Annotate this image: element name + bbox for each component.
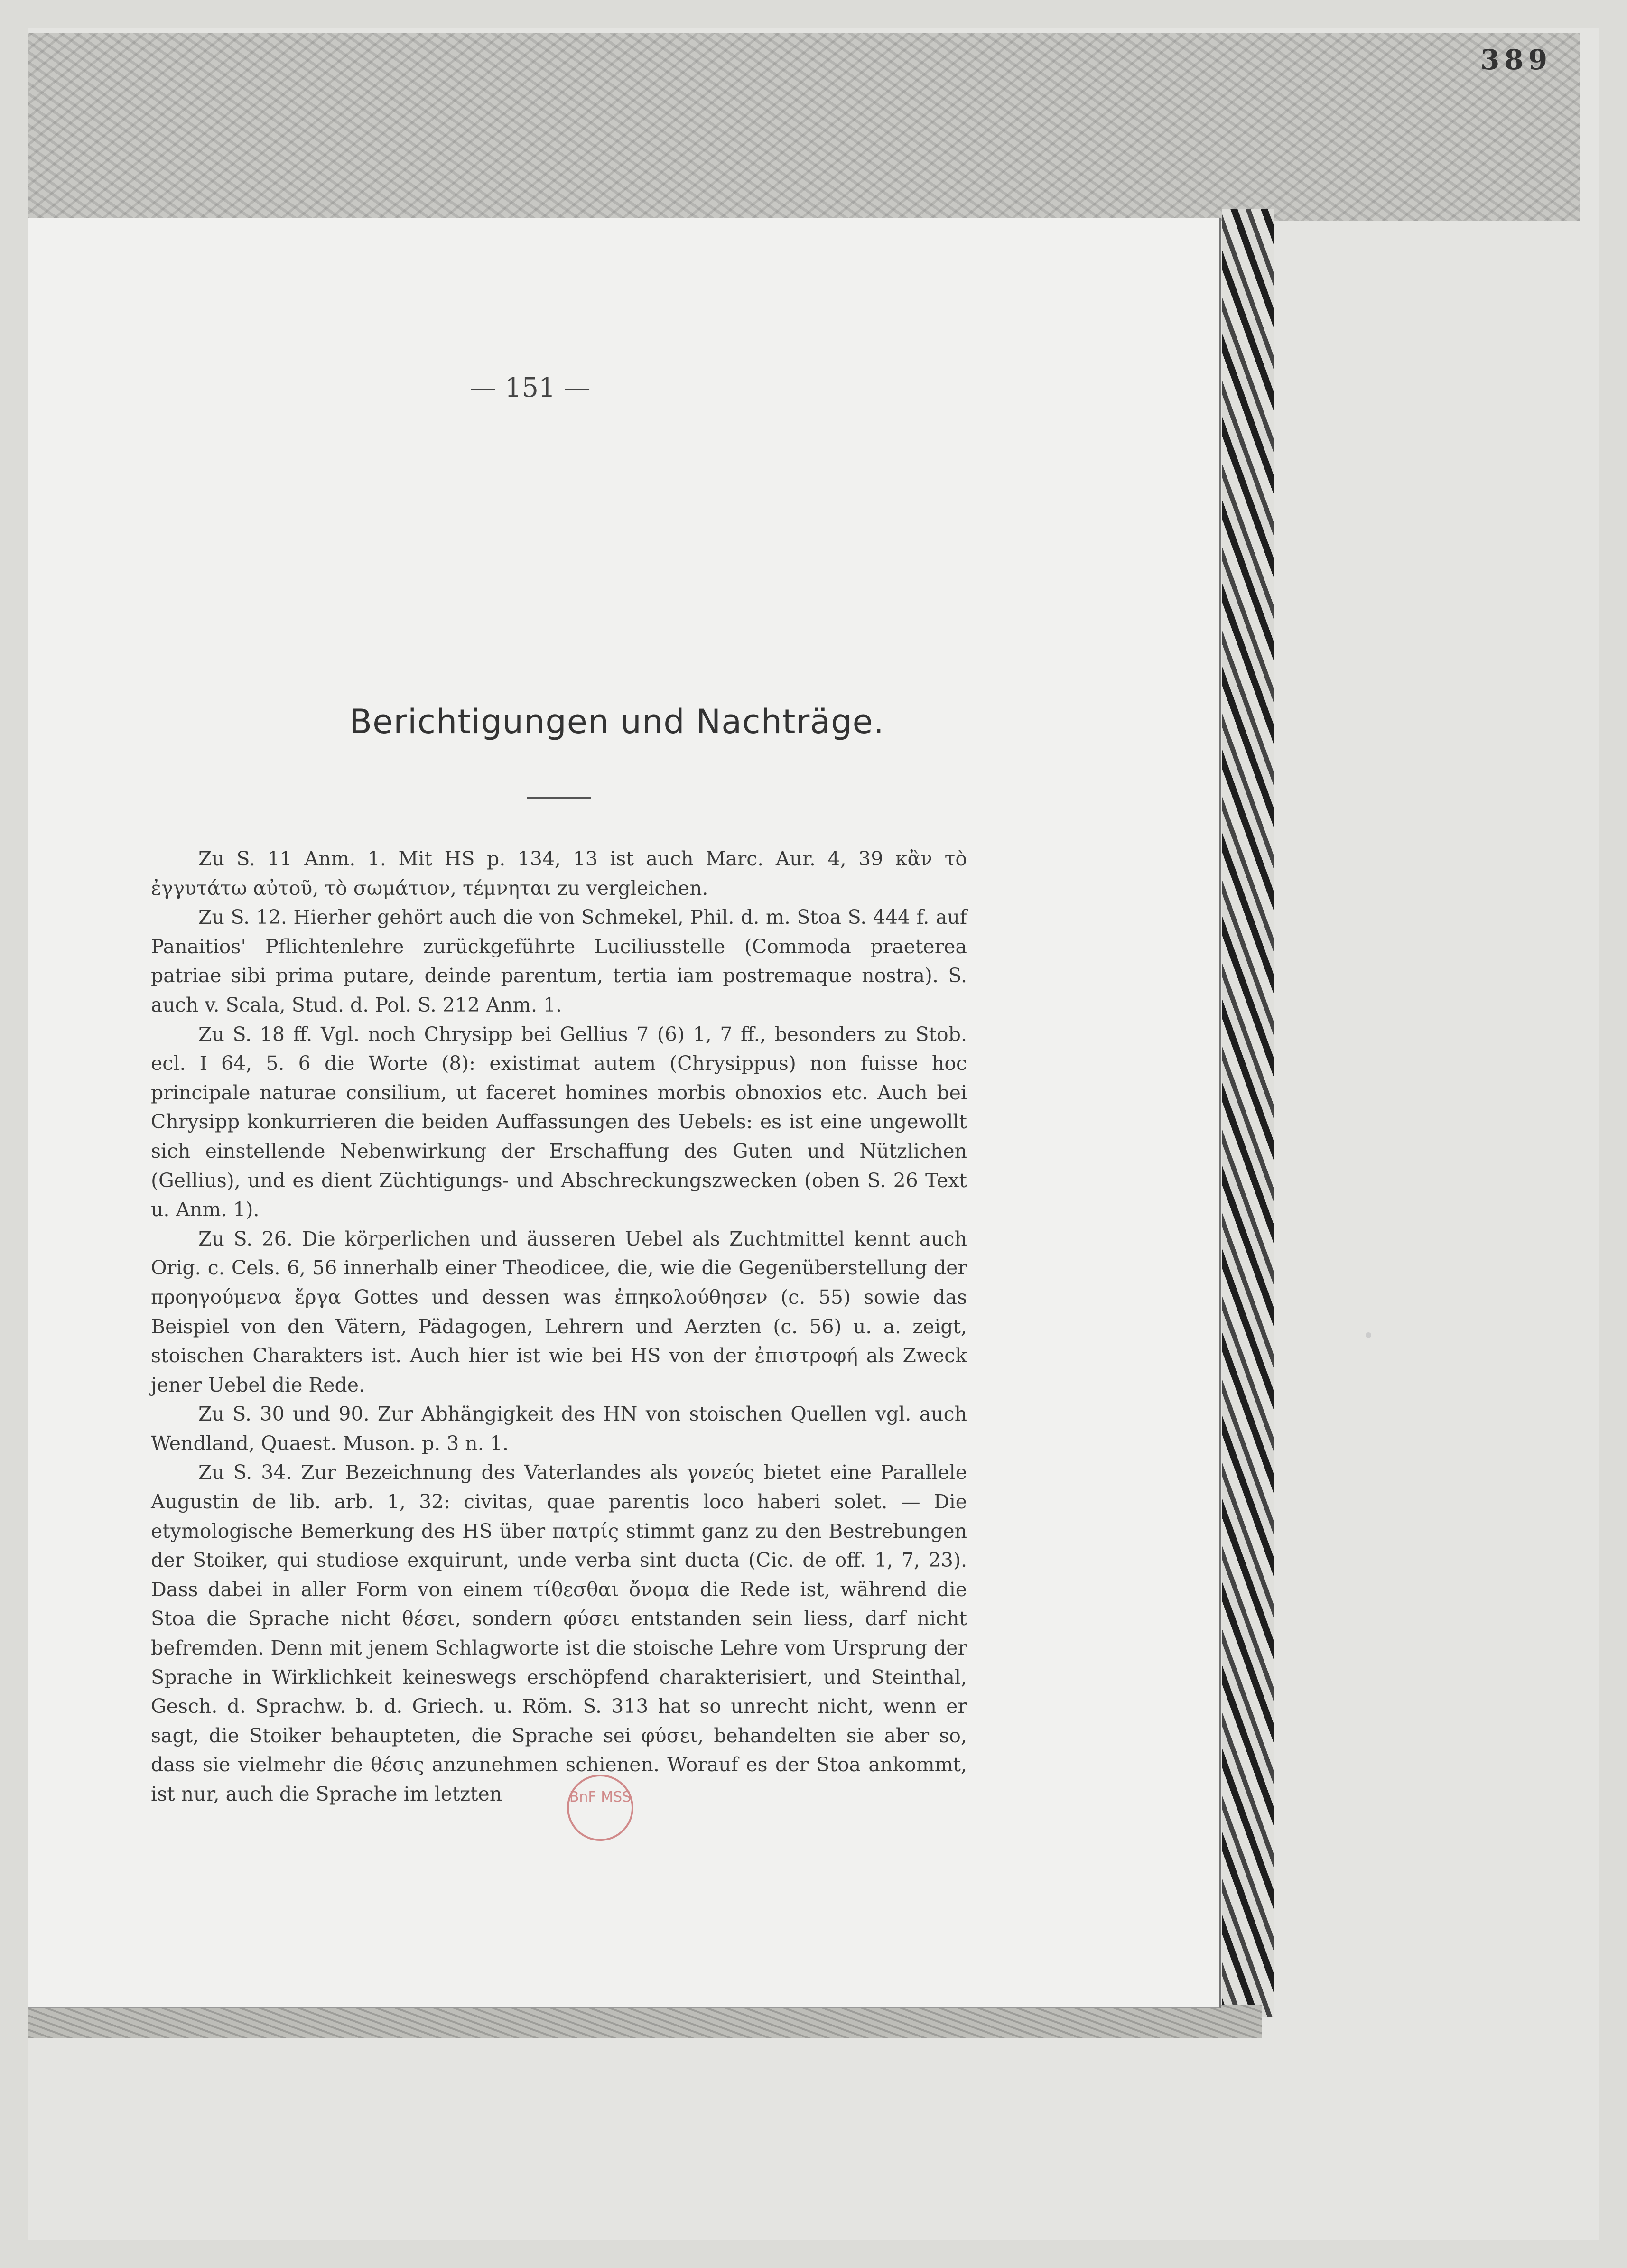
- folio-number: 389: [1480, 44, 1553, 76]
- decorative-top-band: [28, 33, 1580, 221]
- paragraph: Zu S. 18 ff. Vgl. noch Chrysipp bei Gellius 7 (6) 1, 7 ff., besonders zu Stob. ecl. I 64, 5. 6 die Worte (8): existimat autem (Chrysippus) non fuisse hoc principale naturae consilium, ut faceret homines morbis obnoxios etc. Auch bei Chrysipp konkurrieren die beiden Auffassungen des Uebels: es ist eine ungewollt sich einstellende Nebenwirkung der Erschaffung des Guten und Nützlichen (Gellius), und es dient Züchtigungs- und Abschreckungszwecken (oben S. 26 Text u. Anm. 1).: [151, 1022, 967, 1221]
- paragraph: Zu S. 34. Zur Bezeichnung des Vaterlandes als γονεύς bietet eine Parallele Augustin de lib. arb. 1, 32: civitas, quae parentis loco haberi solet. — Die etymologische Bemerkung des HS über πατρίς stimmt ganz zu den Bestrebungen der Stoiker, qui studiose exquirunt, unde verba sint ducta (Cic. de off. 1, 7, 23). Dass dabei in aller Form von einem τίθεσθαι ὄνομα die Rede ist, während die Stoa die Sprache nicht θέσει, sondern φύσει entstanden sein liess, darf nicht befremden. Denn mit jenem Schlagworte ist die stoische Lehre vom Ursprung der Sprache in Wirklichkeit keineswegs erschöpfend charakterisiert, und Steinthal, Gesch. d. Sprachw. b. d. Griech. u. Röm. S. 313 hat so unrecht nicht, wenn er sagt, die Stoiker behaupteten, die Sprache sei φύσει, behandelten sie aber so, dass sie vielmehr die θέσις anzunehmen schienen. Worauf es der Stoa ankommt, ist nur, auch die Sprache im letzten: [151, 1461, 967, 1805]
- decorative-right-border: [1222, 209, 1274, 2017]
- library-stamp: BnF MSS: [567, 1775, 633, 1841]
- decorative-bottom-band: [28, 2005, 1262, 2038]
- paragraph: Zu S. 30 und 90. Zur Abhängigkeit des HN von stoischen Quellen vgl. auch Wendland, Quaest. Muson. p. 3 n. 1.: [151, 1403, 967, 1455]
- heading-rule: [527, 797, 591, 799]
- page-heading: Berichtigungen und Nachträge.: [349, 702, 884, 741]
- body-text: [151, 845, 967, 1809]
- page-number: — 151 —: [470, 372, 591, 403]
- paragraph: Zu S. 12. Hierher gehört auch die von Schmekel, Phil. d. m. Stoa S. 444 f. auf Panaitios' Pflichtenlehre zurückgeführte Luciliusstelle (Commoda praeterea patriae sibi prima putare, deinde parentum, tertia iam postremaque nostra). S. auch v. Scala, Stud. d. Pol. S. 212 Anm. 1.: [151, 906, 967, 1016]
- paragraph: Zu S. 26. Die körperlichen und äusseren Uebel als Zuchtmittel kennt auch Orig. c. Cels. 6, 56 innerhalb einer Theodicee, die, wie die Gegenüberstellung der προηγούμενα ἔργα Gottes und dessen was ἐπηκολούθησεν (c. 55) sowie das Beispiel von den Vätern, Pädagogen, Lehrern und Aerzten (c. 56) u. a. zeigt, stoischen Charakters ist. Auch hier ist wie bei HS von der ἐπιστροφή als Zweck jener Uebel die Rede.: [151, 1227, 967, 1396]
- pencil-mark: [1366, 1332, 1371, 1338]
- paragraph: Zu S. 11 Anm. 1. Mit HS p. 134, 13 ist auch Marc. Aur. 4, 39 κἂν τὸ ἐγγυτάτω αὐτοῦ, τὸ σωμάτιον, τέμνηται zu vergleichen.: [151, 847, 967, 900]
